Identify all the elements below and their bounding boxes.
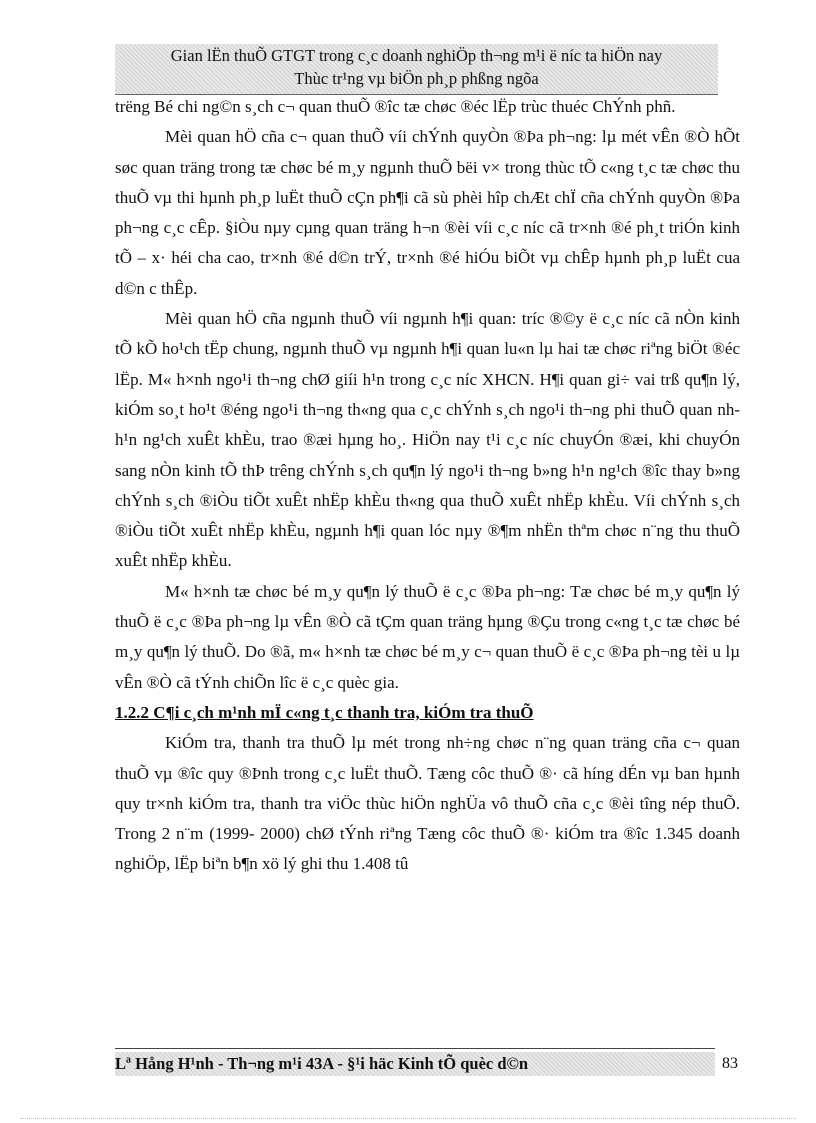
page-number: 83: [722, 1055, 738, 1072]
page-bottom-dotted-line: [20, 1118, 796, 1119]
paragraph-4: M« h×nh tæ chøc bé m¸y qu¶n lý thuÕ ë c¸c ®Þa ph¬ng: Tæ chøc bé m¸y qu¶n lý thuÕ ë c¸c ®Þa ph¬ng lµ vÊn ®Ò cã tÇm quan träng hµng ®Çu trong c«ng t¸c tæ chøc bé m¸y qu¶n lý thuÕ. Do ®ã, m« h×nh tæ chøc bé m¸y c¬ quan thuÕ ë c¸c ®Þa ph¬ng tèi u lµ vÊn ®Ò cã tÝnh chiÕn lîc ë c¸c quèc gia.: [115, 581, 740, 692]
paragraph-1: trëng Bé chi ng©n s¸ch c¬ quan thuÕ ®îc tæ chøc ®éc lËp trùc thuéc ChÝnh phñ.: [115, 97, 676, 116]
page-header: [115, 44, 718, 95]
footer-author: Lª Hång H¹nh - Th¬ng m¹i 43A - §¹i häc Kinh tÕ quèc d©n: [115, 1052, 715, 1076]
header-title-line-2: Thùc tr¹ng vµ biÖn ph¸p phßng ngõa: [294, 69, 539, 88]
header-title-line-1: Gian lËn thuÕ GTGT trong c¸c doanh nghiÖp th¬ng m¹i ë níc ta hiÖn nay: [170, 46, 663, 65]
section-heading: 1.2.2 C¶i c¸ch m¹nh mÏ c«ng t¸c thanh tra, kiÓm tra thuÕ: [115, 702, 534, 722]
paragraph-2: Mèi quan hÖ cña c¬ quan thuÕ víi chÝnh quyÒn ®Þa ph¬ng: lµ mét vÊn ®Ò hÕt søc quan träng trong tæ chøc bé m¸y ngµnh thuÕ bëi v× trong thùc tÕ c«ng t¸c tæ chøc thu thuÕ vµ thi hµnh ph¸p luËt thuÕ cÇn ph¶i cã sù phèi hîp chÆt chÏ cña chÝnh quyÒn ®Þa ph¬ng c¸c cÊp. §iÒu nµy cµng quan träng h¬n ®èi víi c¸c níc cã tr×nh ®é ph¸t triÓn kinh tÕ – x· héi cha cao, tr×nh ®é d©n trÝ, tr×nh ®é hiÓu biÕt vµ chÊp hµnh ph¸p luËt cua d©n c thÊp.: [115, 127, 740, 298]
paragraph-5: KiÓm tra, thanh tra thuÕ lµ mét trong nh÷ng chøc n¨ng quan träng cña c¬ quan thuÕ vµ ®îc quy ®Þnh trong c¸c luËt thuÕ. Tæng côc thuÕ ®· cã híng dÉn vµ ban hµnh quy tr×nh kiÓm tra, thanh tra viÖc thùc hiÖn nghÜa vô thuÕ cña c¸c ®èi tîng nép thuÕ. Trong 2 n¨m (1999- 2000) chØ tÝnh riªng Tæng côc thuÕ ®· kiÓm tra ®îc 1.345 doanh nghiÖp, lËp biªn b¶n xö lý ghi thu 1.408 tû: [115, 733, 740, 874]
footer-divider: [115, 1048, 715, 1049]
paragraph-3: Mèi quan hÖ cña ngµnh thuÕ víi ngµnh h¶i quan: tríc ®©y ë c¸c níc cã nÒn kinh tÕ kÕ ho¹ch tËp chung, ngµnh thuÕ vµ ngµnh h¶i quan lu«n lµ hai tæ chøc riªng biÖt ®éc lËp. M« h×nh ngo¹i th¬ng chØ giíi h¹n trong c¸c níc XHCN. H¶i quan gi÷ vai trß qu¶n lý, kiÓm so¸t ho¹t ®éng ngo¹i th¬ng th«ng qua c¸c chÝnh s¸ch ngo¹i th¬ng phi thuÕ quan nh h¹n ng¹ch xuÊt khÈu, trao ®æi hµng ho¸. HiÖn nay t¹i c¸c níc chuyÓn ®æi, khi chuyÓn sang nÒn kinh tÕ thÞ trêng chÝnh s¸ch qu¶n lý ngo¹i th¬ng b»ng h¹n ng¹ch ®îc thay b»ng chÝnh s¸ch ®iÒu tiÕt xuÊt nhËp khÈu th«ng qua thuÕ xuÊt nhËp khÈu. Víi chÝnh s¸ch ®iÒu tiÕt xuÊt nhËp khÈu, ngµnh h¶i quan lóc nµy ®¶m nhËn thªm chøc n¨ng thu thuÕ xuÊt nhËp khÈu.: [115, 309, 740, 571]
document-body: [115, 92, 740, 880]
